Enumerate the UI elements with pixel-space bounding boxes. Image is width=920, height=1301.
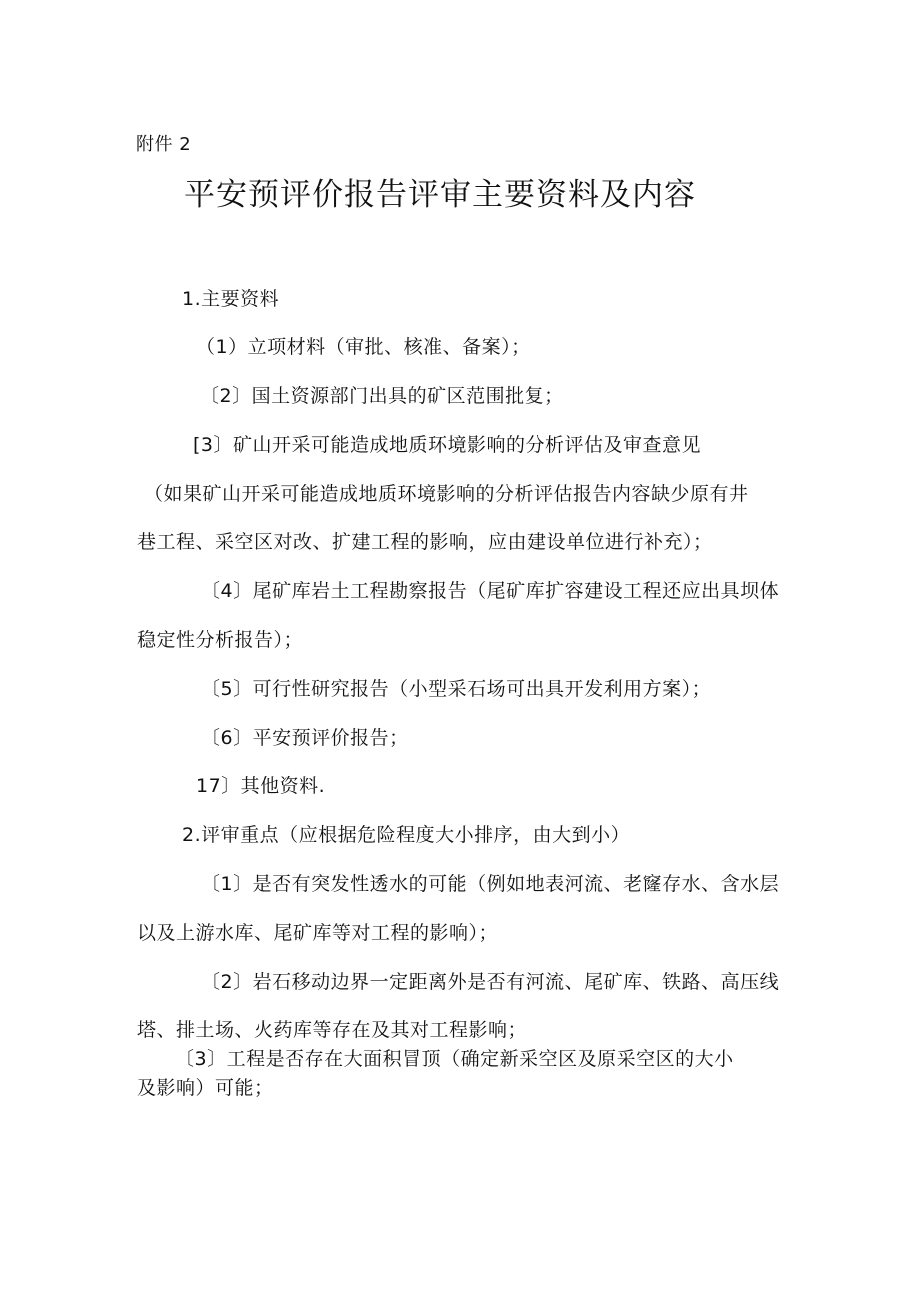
section-2-item-3: 〔3〕工程是否存在大面积冒顶（确定新采空区及原采空区的大小 <box>175 1048 734 1070</box>
section-1-item-6: 〔6〕平安预评价报告； <box>201 727 409 749</box>
attachment-label: 附件 2 <box>136 134 192 155</box>
section-2-item-2: 〔2〕岩石移动边界一定距离外是否有河流、尾矿库、铁路、高压线 <box>201 971 780 993</box>
section-2-item-3-cont: 及影响）可能； <box>137 1077 274 1099</box>
section-1-item-4: 〔4〕尾矿库岩土工程勘察报告（尾矿库扩容建设工程还应出具坝体 <box>201 580 780 602</box>
section-2-item-1: 〔1〕是否有突发性透水的可能（例如地表河流、老窿存水、含水层 <box>201 873 780 895</box>
section-1-item-7: 17〕其他资料. <box>196 775 326 797</box>
section-1-item-3: [3〕矿山开采可能造成地质环境影响的分析评估及审查意见 <box>193 434 702 456</box>
section-1-item-5: 〔5〕可行性研究报告（小型采石场可出具开发利用方案）； <box>201 678 712 700</box>
section-2-item-2-cont: 塔、排土场、火药库等存在及其对工程影响； <box>137 1019 528 1041</box>
section-1-item-3-cont-2: 巷工程、采空区对改、扩建工程的影响，应由建设单位进行补充）； <box>137 531 713 553</box>
section-1-item-2: 〔2〕国土资源部门出具的矿区范围批复； <box>200 385 564 407</box>
section-1-item-1: （1）立项材料（审批、核准、备案）； <box>196 336 531 358</box>
section-1-item-4-cont: 稳定性分析报告）； <box>137 629 304 651</box>
section-2-item-1-cont: 以及上游水库、尾矿库等对工程的影响）； <box>137 922 499 944</box>
section-1-item-3-cont-1: （如果矿山开采可能造成地质环境影响的分析评估报告内容缺少原有井 <box>144 483 749 505</box>
document-title: 平安预评价报告评审主要资料及内容 <box>184 177 696 213</box>
section-1-heading: 1.主要资料 <box>182 288 280 310</box>
section-2-heading: 2.评审重点（应根据危险程度大小排序，由大到小） <box>182 824 631 846</box>
